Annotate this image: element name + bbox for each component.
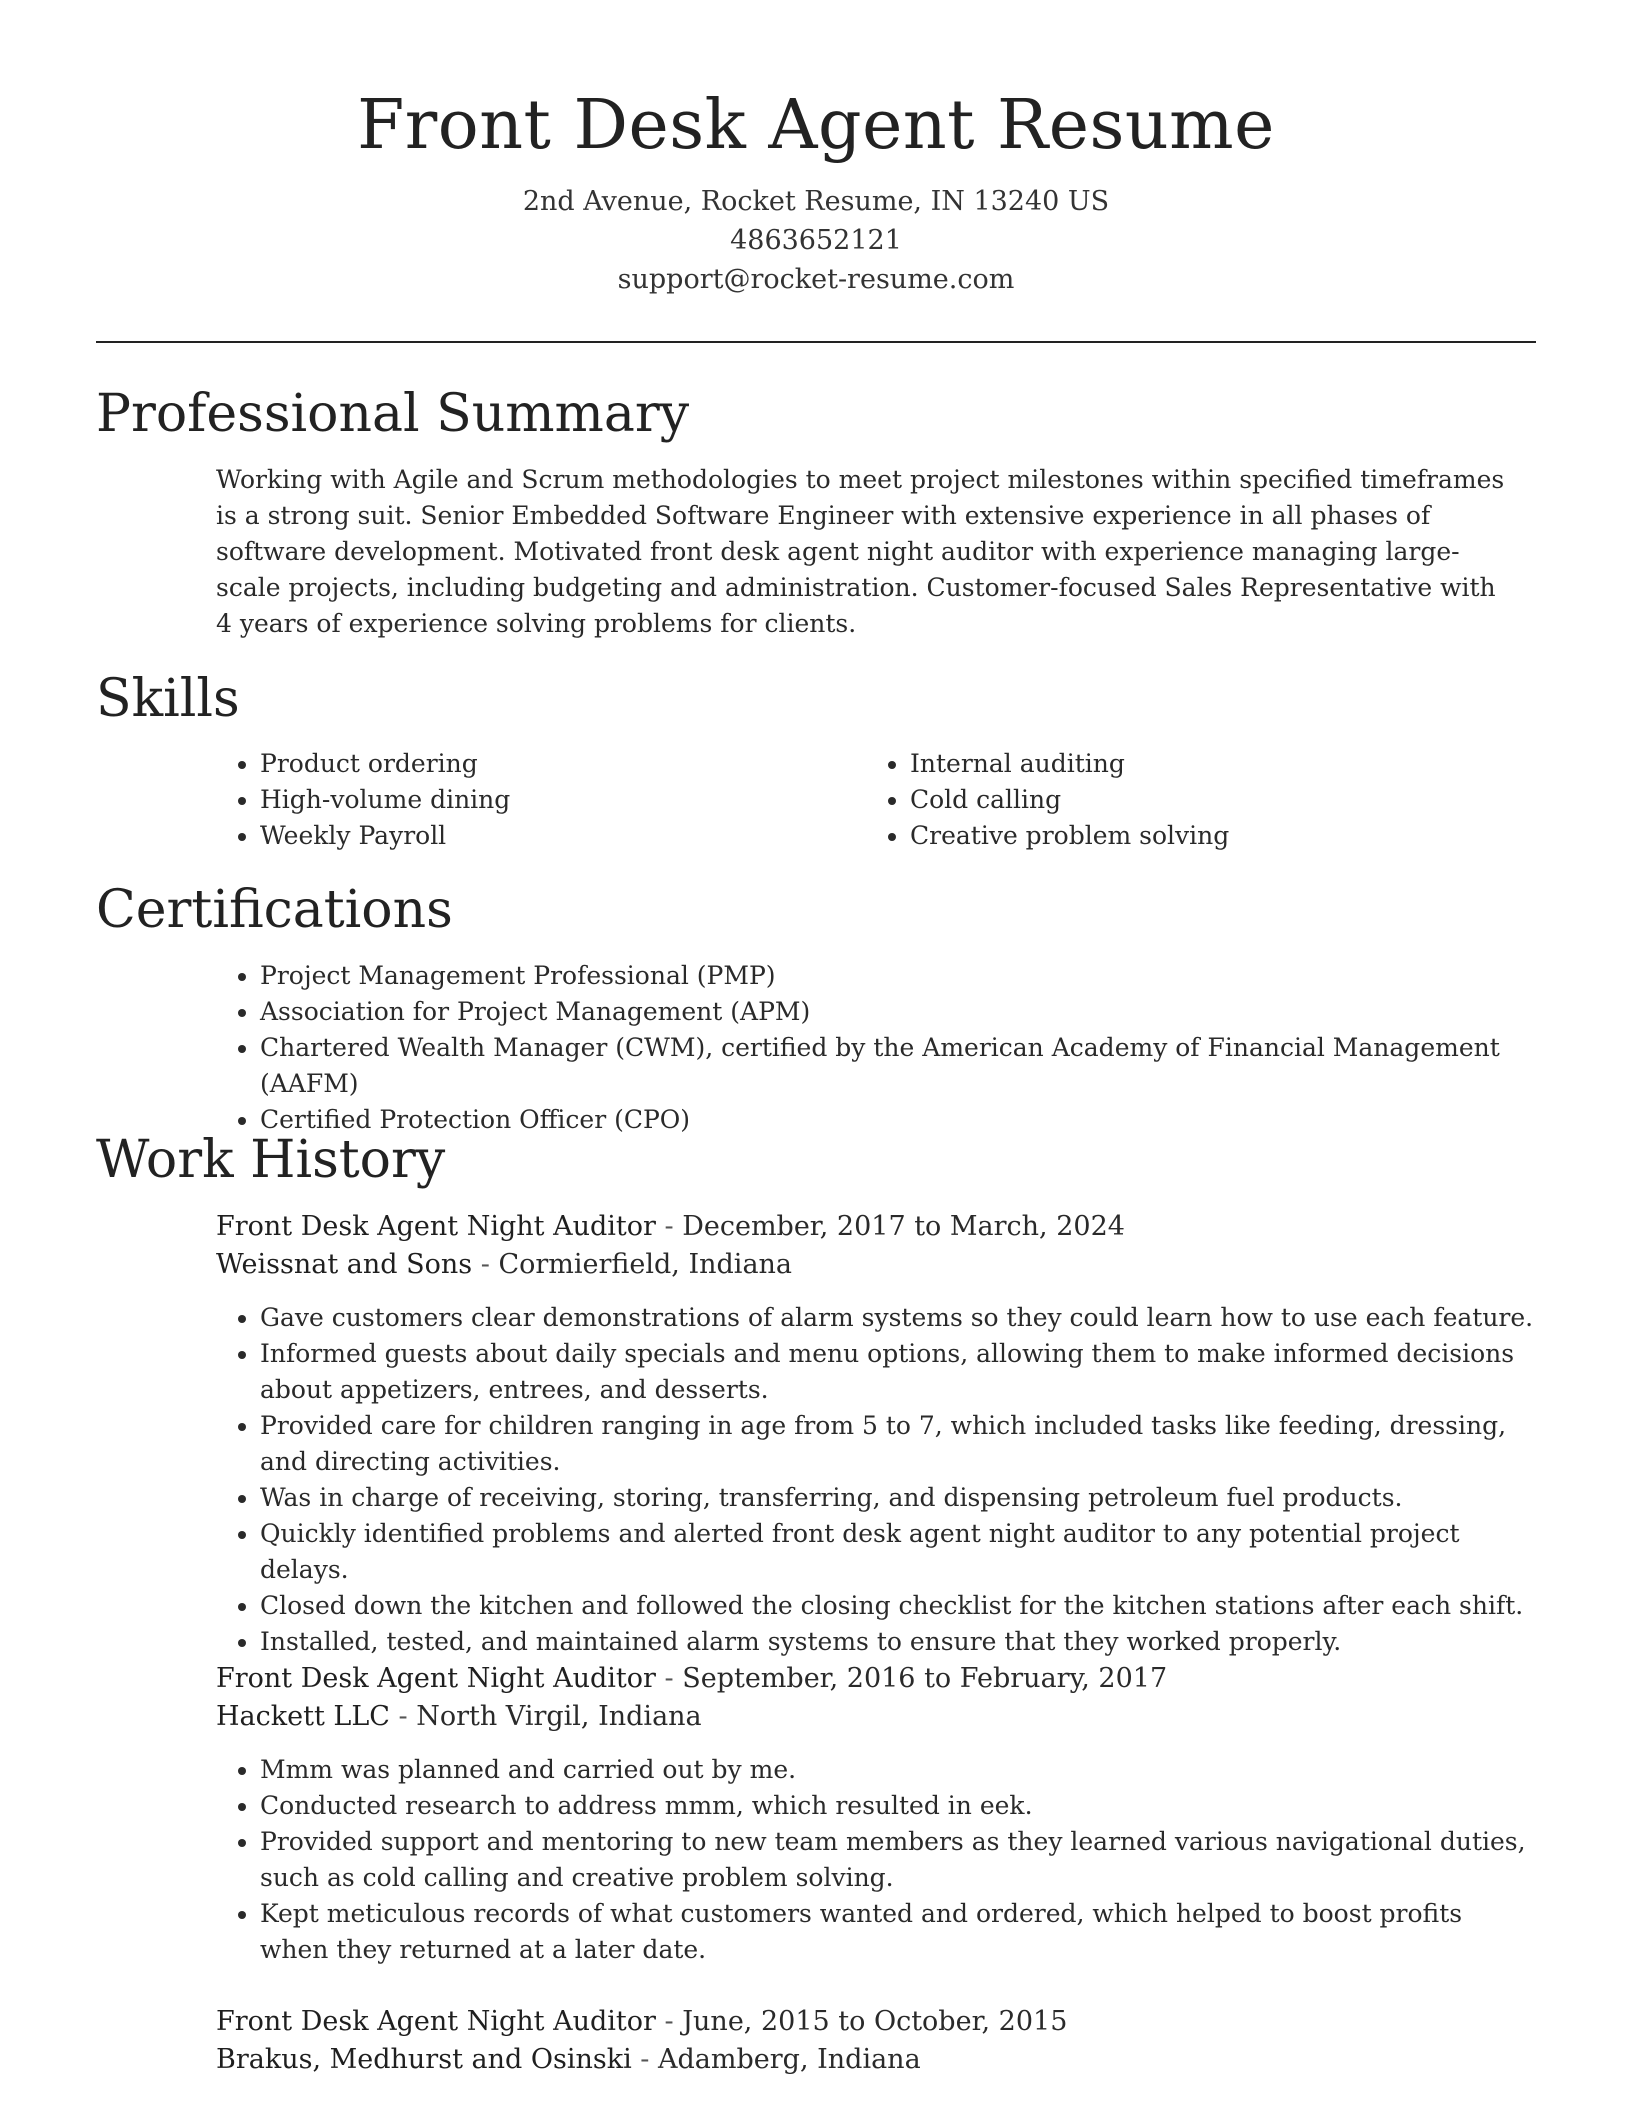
skills-right-column [866, 746, 1486, 854]
job-entry [216, 1208, 1538, 1660]
job-title: Front Desk Agent Night Auditor [216, 1663, 656, 1694]
job-separator: - [655, 2006, 683, 2037]
job-duties-list [216, 1752, 1538, 1968]
job-company-line [216, 1246, 1538, 1284]
header-divider [96, 341, 1536, 343]
skill-item: • Weekly Payroll [260, 818, 836, 854]
job-dates: December, 2017 to March, 2024 [682, 1211, 1125, 1242]
job-duty: • Conducted research to address mmm, which resulted in eek. [260, 1788, 1538, 1824]
job-duty: • Provided care for children ranging in age from 5 to 7, which included tasks like feeding, dressing, and directing activities. [260, 1408, 1538, 1480]
skill-item: • Creative problem solving [910, 818, 1486, 854]
job-company-line [216, 1698, 1538, 1736]
job-location: North Virgil, Indiana [416, 1701, 702, 1732]
certifications-section [216, 958, 1536, 1138]
certifications-list [216, 958, 1536, 1138]
job-company: Hackett LLC [216, 1701, 390, 1732]
skills-heading: Skills [96, 669, 240, 729]
job-separator: - [655, 1663, 683, 1694]
certification-item: • Project Management Professional (PMP) [260, 958, 1536, 994]
skills-left-column [216, 746, 836, 854]
work-history-heading: Work History [96, 1130, 446, 1190]
resume-header [96, 78, 1536, 299]
skills-left-list [216, 746, 836, 854]
job-entry [216, 1660, 1538, 1968]
job-duty: • Gave customers clear demonstrations of alarm systems so they could learn how to use each feature. [260, 1300, 1538, 1336]
job-separator: - [655, 1211, 683, 1242]
contact-phone: 4863652121 [730, 225, 902, 256]
job-title-line [216, 1660, 1538, 1698]
skill-item: • High-volume dining [260, 782, 836, 818]
certification-item: • Certified Protection Officer (CPO) [260, 1102, 1536, 1138]
certification-item: • Association for Project Management (APM) [260, 994, 1536, 1030]
contact-address: 2nd Avenue, Rocket Resume, IN 13240 US [522, 186, 1110, 217]
job-location: Adamberg, Indiana [658, 2044, 921, 2075]
job-duty: • Was in charge of receiving, storing, transferring, and dispensing petroleum fuel products. [260, 1480, 1538, 1516]
certification-item: • Chartered Wealth Manager (CWM), certified by the American Academy of Financial Management (AAFM) [260, 1030, 1536, 1102]
contact-email: support@rocket-resume.com [617, 264, 1015, 295]
page-title: Front Desk Agent Resume [357, 86, 1275, 165]
job-separator: - [389, 1701, 417, 1732]
job-separator: - [472, 1249, 499, 1280]
skills-right-list [866, 746, 1486, 854]
job-duty: • Informed guests about daily specials and menu options, allowing them to make informed decisions about appetizers, entrees, and desserts. [260, 1336, 1538, 1408]
certifications-heading: Certifications [96, 880, 453, 940]
summary-heading: Professional Summary [96, 384, 690, 444]
job-dates: June, 2015 to October, 2015 [682, 2006, 1068, 2037]
skill-item: • Internal auditing [910, 746, 1486, 782]
job-duty: • Closed down the kitchen and followed the closing checklist for the kitchen stations after each shift. [260, 1588, 1538, 1624]
contact-info [96, 182, 1536, 299]
job-separator: - [631, 2044, 659, 2075]
job-company-line [216, 2041, 1538, 2079]
job-dates: September, 2016 to February, 2017 [682, 1663, 1168, 1694]
job-duty: • Kept meticulous records of what customers wanted and ordered, which helped to boost profits when they returned at a later date. [260, 1896, 1538, 1968]
job-duty: • Mmm was planned and carried out by me. [260, 1752, 1538, 1788]
job-title-line [216, 2003, 1538, 2041]
job-duties-list [216, 1300, 1538, 1660]
job-duty: • Quickly identified problems and alerted front desk agent night auditor to any potential project delays. [260, 1516, 1538, 1588]
job-duty: • Installed, tested, and maintained alarm systems to ensure that they worked properly. [260, 1624, 1538, 1660]
job-company: Weissnat and Sons [216, 1249, 473, 1280]
skill-item: • Product ordering [260, 746, 836, 782]
job-title-line [216, 1208, 1538, 1246]
summary-text: Working with Agile and Scrum methodologies to meet project milestones within specified timeframes is a strong suit. Senior Embedded Software Engineer with extensive experience in all phases of software development. Motivated front desk agent night auditor with experience managing large-scale projects, including budgeting and administration. Customer-focused Sales Representative with 4 years of experience solving problems for clients. [216, 465, 1505, 638]
job-entry [216, 2003, 1538, 2079]
skill-item: • Cold calling [910, 782, 1486, 818]
job-title: Front Desk Agent Night Auditor [216, 1211, 656, 1242]
job-location: Cormierfield, Indiana [498, 1249, 793, 1280]
job-title: Front Desk Agent Night Auditor [216, 2006, 656, 2037]
job-duty: • Provided support and mentoring to new team members as they learned various navigational duties, such as cold calling and creative problem solving. [260, 1824, 1538, 1896]
job-company: Brakus, Medhurst and Osinski [216, 2044, 632, 2075]
